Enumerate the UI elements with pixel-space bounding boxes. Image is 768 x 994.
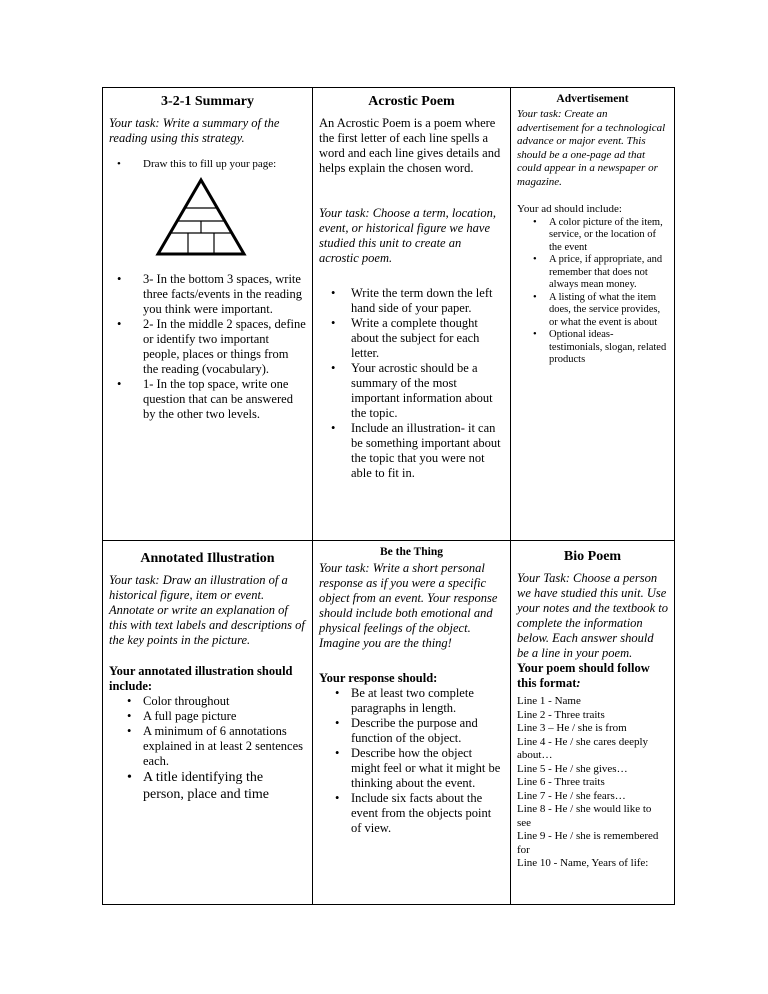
illustration-bullet: • Color throughout: [127, 694, 230, 708]
thing-bullet: • Include six facts about the event from the objects point of view.: [335, 791, 492, 835]
acrostic-bullet: • Include an illustration- it can be something important about the topic that you were not able to fit in.: [331, 421, 501, 480]
bio-line: Line 6 - Three traits: [517, 776, 605, 788]
acrostic-bullet: • Write a complete thought about the subject for each letter.: [331, 316, 480, 360]
summary-bullet-2: • 2- In the middle 2 spaces, define or identify two important people, places or things from the reading (vocabulary).: [117, 316, 306, 376]
bio-line: Line 2 - Three traits: [517, 708, 605, 721]
summary-bullet-3: • 3- In the bottom 3 spaces, write three facts/events in the reading you think were important.: [117, 271, 302, 316]
bio-task: Your Task: Choose a person we have studied this unit. Use your notes and the textbook to complete the information below. Each answer should be a line in your poem.: [517, 571, 669, 660]
bio-line: Line 1 - Name: [517, 695, 581, 707]
acrostic-bullet: • Your acrostic should be a summary of the most important information about the topic.: [331, 361, 493, 420]
thing-title: Be the Thing: [379, 546, 444, 558]
bio-lines: [517, 695, 668, 871]
advertisement-title: Advertisement: [556, 93, 629, 105]
bio-format-label: Your poem should follow this format:: [517, 661, 650, 690]
illustration-bullet: • A title identifying the person, place and time: [127, 770, 269, 802]
thing-include-label: Your response should:: [319, 671, 438, 685]
advertisement-include-label: Your ad should include:: [517, 203, 622, 215]
thing-task: Your task: Write a short personal response as if you were a specific object from an event. Your response should include both emotional and physical feelings of the object. Imagine you are the thing!: [319, 561, 498, 650]
advertisement-task: Your task: Create an advertisement for a technological advance or major event. This should be a one-page ad that could appear in a newspaper or magazine.: [517, 108, 666, 188]
advertisement-cell: [511, 88, 675, 541]
pyramid-outline: [158, 180, 244, 254]
advertisement-bullet: • A listing of what the item does, the service provides, or what the event is about: [533, 291, 661, 328]
bio-line: Line 8 - He / she would like to see: [517, 803, 652, 829]
acrostic-task: Your task: Choose a term, location, event, or historical figure we have studied this unit to create an acrostic poem.: [319, 206, 496, 265]
illustration-title: Annotated Illustration: [140, 551, 275, 566]
bio-line: Line 9 - He / she is remembered for: [517, 830, 659, 856]
summary-cell: [103, 88, 313, 541]
bio-cell: [511, 541, 675, 905]
acrostic-intro: An Acrostic Poem is a poem where the first letter of each line spells a word and each line gives details and helps explain the chosen word.: [319, 116, 501, 175]
bio-line: Line 10 - Name, Years of life:: [517, 857, 649, 869]
summary-bullet-1: • 1- In the top space, write one question that can be answered by the other two levels.: [117, 376, 293, 421]
advertisement-bullet: • A price, if appropriate, and remember that does not always mean money.: [533, 254, 663, 290]
summary-draw-item: • Draw this to fill up your page:: [117, 158, 277, 170]
advertisement-bullet: • Optional ideas- testimonials, slogan, related products: [533, 329, 667, 365]
pyramid-diagram: [151, 176, 251, 262]
bio-line: Line 7 - He / she fears…: [517, 789, 626, 802]
thing-bullet: • Describe the purpose and function of the object.: [335, 716, 478, 745]
bio-line: Line 5 - He / she gives…: [517, 762, 628, 775]
summary-task: Your task: Write a summary of the reading using this strategy.: [109, 116, 280, 145]
advertisement-bullet: • A color picture of the item, service, or the location of the event: [533, 216, 663, 253]
bio-line: Line 4 - He / she cares deeply about…: [517, 735, 649, 761]
illustration-task: Your task: Draw an illustration of a historical figure, item or event. Annotate or write an explanation of this with text labels and descriptions of the key points in the picture.: [109, 573, 305, 647]
bio-title: Bio Poem: [563, 549, 622, 564]
acrostic-bullet: • Write the term down the left hand side of your paper.: [331, 286, 493, 315]
illustration-bullet: • A full page picture: [127, 709, 237, 723]
thing-cell: [313, 541, 511, 905]
summary-draw-text: Draw this to fill up your page:: [143, 158, 277, 170]
activity-grid: [102, 87, 675, 905]
illustration-cell: [103, 541, 313, 905]
illustration-include-label: Your annotated illustration should include:: [109, 664, 293, 693]
acrostic-title: Acrostic Poem: [368, 94, 455, 109]
summary-title: 3-2-1 Summary: [161, 94, 254, 109]
thing-bullet: • Be at least two complete paragraphs in length.: [335, 686, 474, 715]
bio-line: Line 3 – He / she is from: [517, 722, 627, 734]
thing-bullet: • Describe how the object might feel or what it might be thinking about the event.: [335, 746, 501, 790]
acrostic-cell: [313, 88, 511, 541]
illustration-bullet: • A minimum of 6 annotations explained in at least 2 sentences each.: [127, 724, 304, 768]
